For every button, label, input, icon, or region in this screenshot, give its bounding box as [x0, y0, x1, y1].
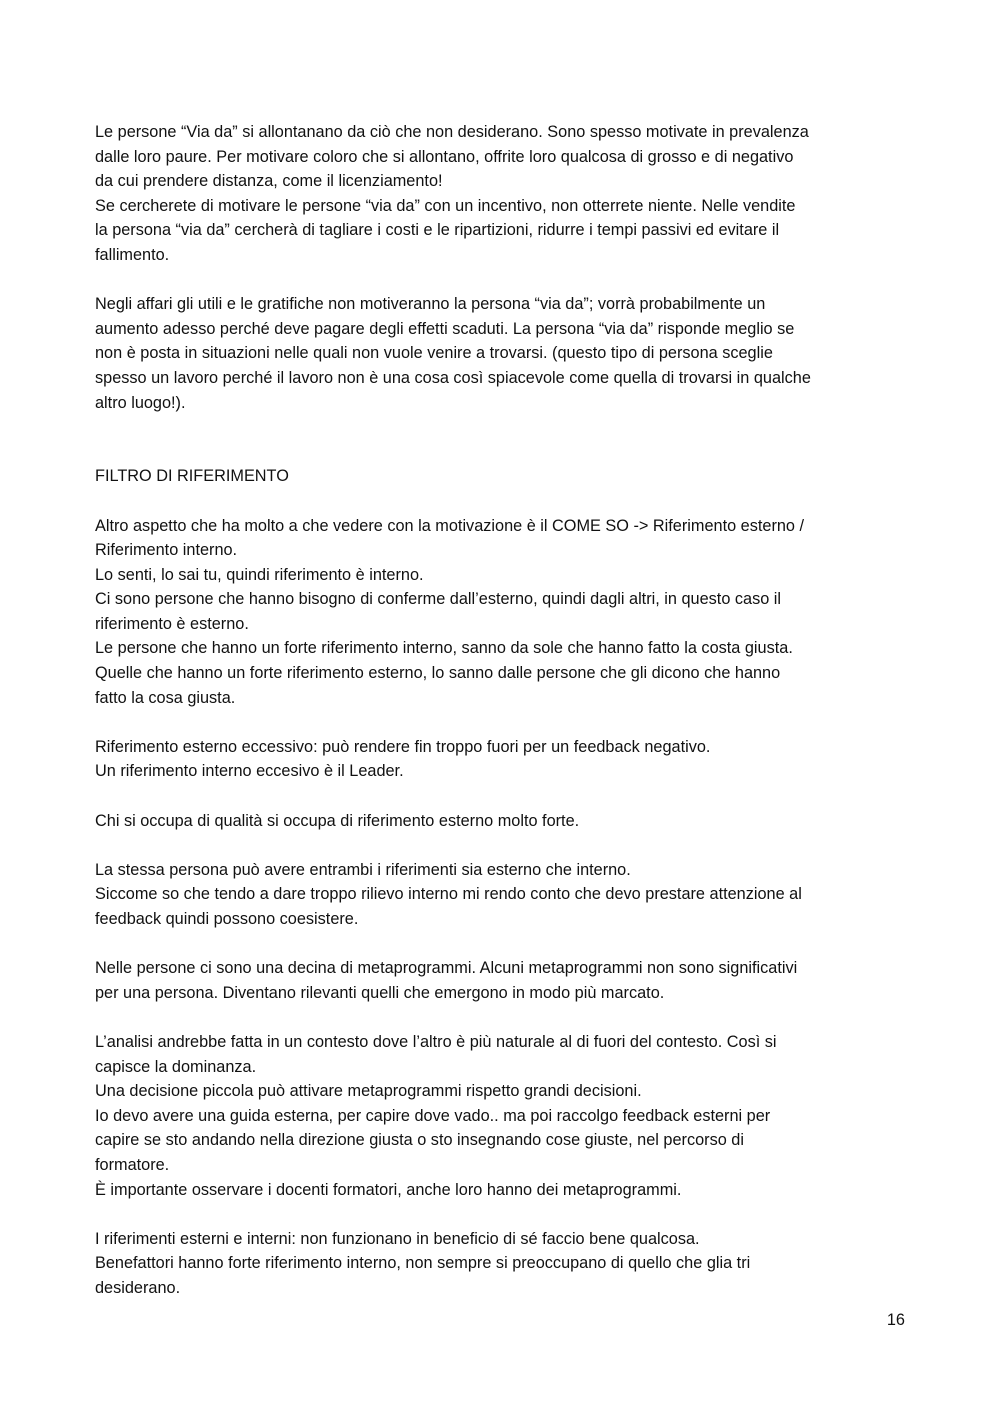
paragraph [95, 1030, 910, 1202]
text-line: altro luogo!). [95, 393, 186, 412]
text-line: Lo senti, lo sai tu, quindi riferimento è interno. [95, 565, 424, 584]
text-line: feedback quindi possono coesistere. [95, 910, 359, 928]
paragraph [95, 120, 910, 268]
text-line: riferimento è esterno. [95, 614, 249, 633]
text-line: I riferimenti esterni e interni: non funzionano in beneficio di sé faccio bene qualcosa. [95, 1229, 700, 1248]
text-line: la persona “via da” cercherà di tagliare i costi e le ripartizioni, ridurre i tempi passivi ed evitare il [95, 221, 780, 240]
text-line: dalle loro paure. Per motivare coloro che si allontano, offrite loro qualcosa di grosso e di negativo [95, 147, 794, 166]
text-line: Le persone “Via da” si allontanano da ciò che non desiderano. Sono spesso motivate in prevalenza [95, 123, 809, 141]
text-line: Chi si occupa di qualità si occupa di riferimento esterno molto forte. [95, 811, 580, 830]
text-line: capire se sto andando nella direzione giusta o sto insegnando cose giuste, nel percorso di [95, 1131, 744, 1150]
text-line: aumento adesso perché deve pagare degli effetti scaduti. La persona “via da” risponde meglio se [95, 319, 795, 338]
text-line: Io devo avere una guida esterna, per capire dove vado.. ma poi raccolgo feedback esterni per [95, 1106, 771, 1125]
text-line: Le persone che hanno un forte riferimento interno, sanno da sole che hanno fatto la costa giusta. [95, 639, 793, 658]
text-line: Quelle che hanno un forte riferimento esterno, lo sanno dalle persone che gli dicono che hanno [95, 664, 781, 683]
text-line: non è posta in situazioni nelle quali non vuole venire a trovarsi. (questo tipo di persona sceglie [95, 344, 773, 363]
paragraph [95, 1227, 910, 1301]
text-line: La stessa persona può avere entrambi i riferimenti sia esterno che interno. [95, 860, 631, 879]
section-heading: FILTRO DI RIFERIMENTO [95, 467, 289, 486]
text-line: Un riferimento interno eccesivo è il Leader. [95, 762, 404, 781]
text-line: Riferimento interno. [95, 541, 238, 560]
text-line: L’analisi andrebbe fatta in un contesto dove l’altro è più naturale al di fuori del contesto. Così si [95, 1032, 777, 1051]
text-line: desiderano. [95, 1278, 181, 1297]
text-line: Se cercherete di motivare le persone “via da” con un incentivo, non otterrete niente. Nelle vendite [95, 196, 796, 215]
text-line: formatore. [95, 1155, 170, 1174]
text-line: Riferimento esterno eccessivo: può rendere fin troppo fuori per un feedback negativo. [95, 737, 711, 756]
paragraph-spacer [95, 932, 910, 957]
text-line: capisce la dominanza. [95, 1057, 257, 1076]
paragraph-spacer [95, 415, 910, 440]
text-line: Ci sono persone che hanno bisogno di conferme dall’esterno, quindi dagli altri, in questo caso il [95, 590, 782, 609]
paragraph-spacer [95, 710, 910, 735]
text-line: Nelle persone ci sono una decina di metaprogrammi. Alcuni metaprogrammi non sono significativi [95, 959, 798, 978]
text-line: Una decisione piccola può attivare metaprogrammi rispetto grandi decisioni. [95, 1082, 642, 1101]
paragraph-spacer [95, 784, 910, 809]
paragraph-spacer [95, 489, 910, 514]
text-line: Siccome so che tendo a dare troppo rilievo interno mi rendo conto che devo prestare attenzione al [95, 885, 802, 904]
paragraph-spacer [95, 268, 910, 293]
paragraph [95, 735, 910, 784]
text-line: Negli affari gli utili e le gratifiche non motiveranno la persona “via da”; vorrà probabilmente un [95, 295, 766, 314]
text-line: spesso un lavoro perché il lavoro non è una cosa così spiacevole come quella di trovarsi in qualche [95, 368, 811, 387]
paragraph-spacer [95, 1202, 910, 1227]
text-line: da cui prendere distanza, come il licenziamento! [95, 172, 443, 191]
page-number: 16 [886, 1311, 905, 1329]
text-line: Benefattori hanno forte riferimento interno, non sempre si preoccupano di quello che glia tri [95, 1254, 751, 1273]
paragraph-spacer [95, 1005, 910, 1030]
paragraph-spacer [95, 833, 910, 858]
paragraph [95, 858, 910, 932]
text-line: È importante osservare i docenti formatori, anche loro hanno dei metaprogrammi. [95, 1180, 682, 1199]
paragraph [95, 292, 910, 415]
paragraph [95, 809, 910, 834]
text-line: per una persona. Diventano rilevanti quelli che emergono in modo più marcato. [95, 983, 665, 1002]
paragraph [95, 956, 910, 1005]
page-body [95, 120, 910, 1301]
paragraph [95, 514, 910, 711]
text-line: Altro aspetto che ha molto a che vedere con la motivazione è il COME SO -> Riferimento esterno / [95, 516, 805, 535]
text-line: fallimento. [95, 245, 170, 264]
paragraph-spacer [95, 440, 910, 465]
text-line: fatto la cosa giusta. [95, 688, 236, 707]
